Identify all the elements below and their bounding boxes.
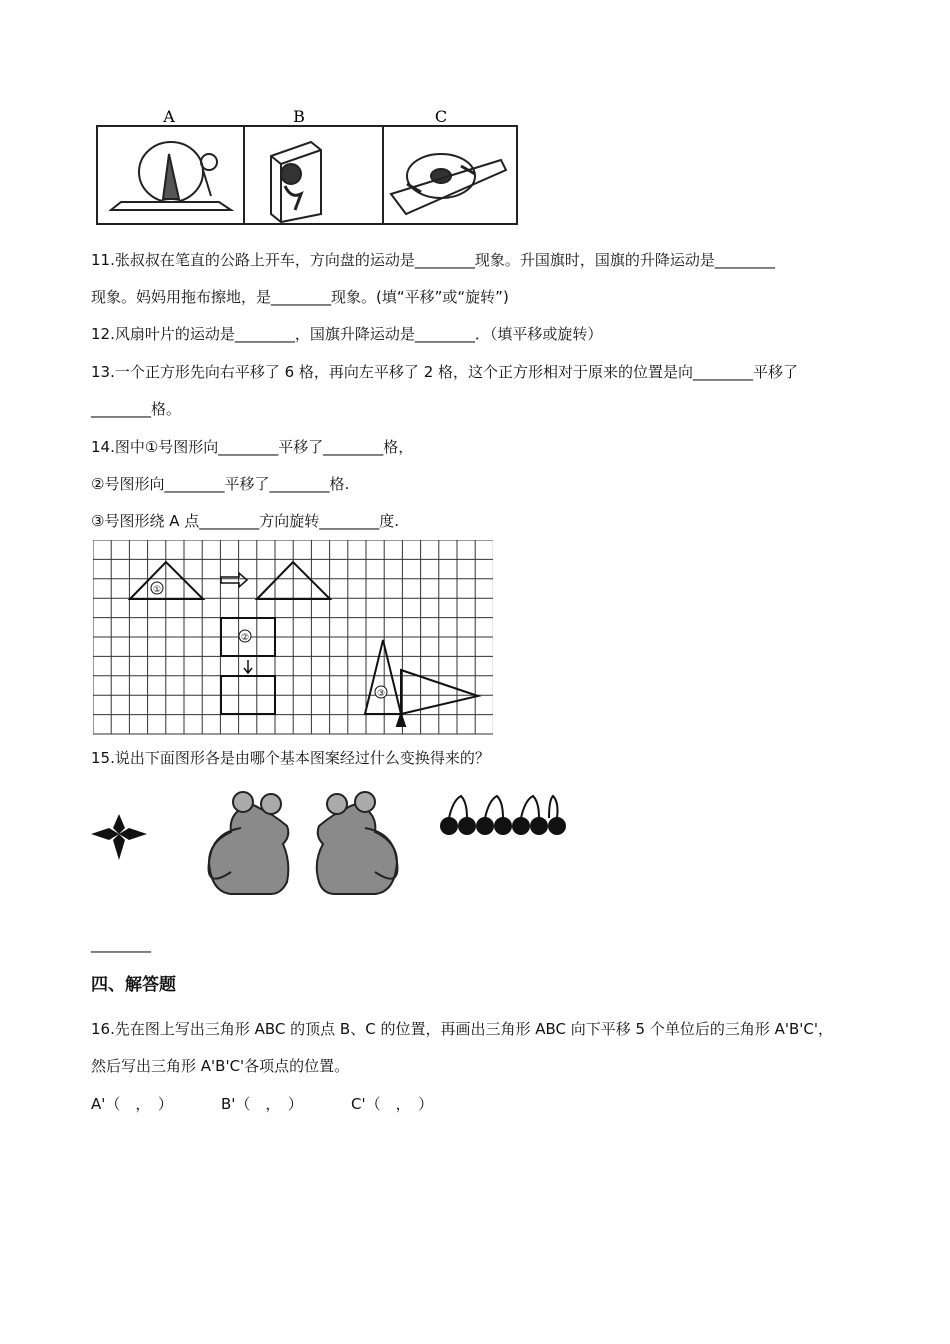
answer-b-prime: B'（ ， ） <box>221 1095 303 1113</box>
q16-line2: 然后写出三角形 A'B'C'各项点的位置。 <box>91 1057 350 1075</box>
q15-line1: 15.说出下面图形各是由哪个基本图案经过什么变换得来的？ <box>91 749 490 767</box>
label-b: B <box>293 107 305 126</box>
q12-line1: 12.风扇叶片的运动是________，国旗升降运动是________．（填平移或旋转） <box>91 325 603 343</box>
triangle-shape-3-rotated <box>401 670 478 714</box>
q14-line3: ③号图形绕 A 点________方向旋转________度. <box>91 512 400 530</box>
triangle-shape-3 <box>365 640 401 714</box>
shape-label-3: ③ <box>376 689 386 699</box>
answer-c-prime: C'（ ， ） <box>351 1095 434 1113</box>
q14-line1: 14.图中①号图形向________平移了________格， <box>91 438 414 456</box>
label-a: A <box>163 107 175 126</box>
right-arrow-icon <box>221 573 247 587</box>
q15-figure <box>91 782 594 916</box>
down-arrow-icon <box>244 660 252 673</box>
point-a-marker <box>397 714 405 726</box>
q16-line1: 16.先在图上写出三角形 ABC 的顶点 B、C 的位置，再画出三角形 ABC 向下平移 5 个单位后的三角形 A'B'C'， <box>91 1020 833 1038</box>
cherries-picture <box>440 796 566 835</box>
sharpener-picture <box>271 142 321 222</box>
mirror-mice-picture <box>209 792 398 894</box>
steering-wheel-picture <box>391 154 506 214</box>
q13-line2: ________格。 <box>91 400 182 418</box>
shape-label-2: ② <box>240 633 250 643</box>
label-c: C <box>434 107 448 126</box>
q13-line1: 13.一个正方形先向右平移了 6 格，再向左平移了 2 格，这个正方形相对于原来的位置是向________平移了 <box>91 363 799 381</box>
four-point-star-picture <box>91 814 147 860</box>
triangle-shape-1 <box>130 562 203 599</box>
globe-picture <box>111 142 231 210</box>
q11-line1: 11.张叔叔在笔直的公路上开车，方向盘的运动是________现象。升国旗时，国旗的升降运动是________ <box>91 251 775 269</box>
q15-answer-blank: ________ <box>91 935 151 953</box>
q14-grid-figure <box>93 540 493 736</box>
figure-abc <box>91 104 526 228</box>
section-title: 四、解答题 <box>91 975 176 995</box>
shape-label-1: ① <box>152 585 162 595</box>
q11-line2: 现象。妈妈用拖布擦地，是________现象。(填“平移”或“旋转”) <box>91 288 509 306</box>
q14-line2: ②号图形向________平移了________格. <box>91 475 350 493</box>
answer-a-prime: A'（ ， ） <box>91 1095 173 1113</box>
